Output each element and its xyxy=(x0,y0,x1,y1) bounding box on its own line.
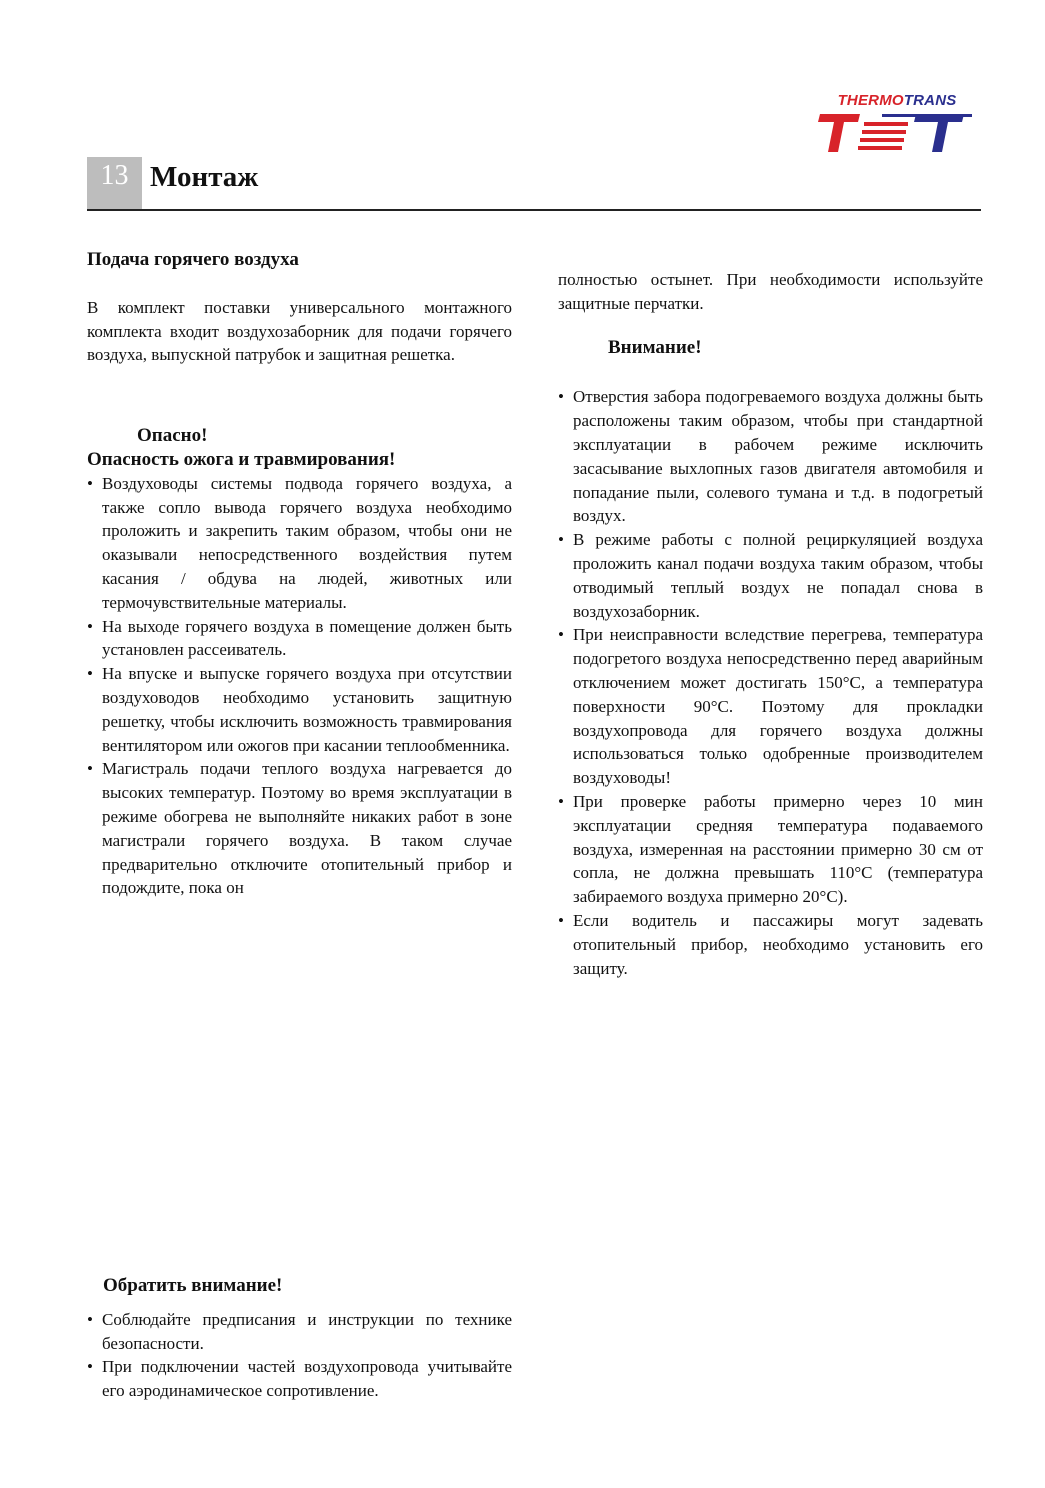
logo-thermo-text: THERMO xyxy=(837,92,904,109)
danger-list-item: • Воздуховоды системы подвода горячего воздуха, а также сопло вывода горячего воздуха необходимо проложить и закрепить таким образом, чтобы они не оказывали непосредственного воздействия путем касания / обдува на людей, животных или термочувствительные материалы. xyxy=(87,473,512,612)
attention-item-text: Отверстия забора подогреваемого воздуха должны быть расположены таким образом, чтобы при стандартной эксплуатации в рабочем режиме исключить засасывание выхлопных газов двигателя автомобиля и попадание пыли, солевого тумана и т.д. в подогретый воздух. xyxy=(573,387,983,526)
logo-tet-mark xyxy=(812,108,982,156)
attention-list-item: • Если водитель и пассажиры могут задевать отопительный прибор, необходимо установить его защиту. xyxy=(558,910,983,978)
chapter-divider xyxy=(87,209,981,211)
continuation-text: полностью остынет. При необходимости используйте защитные перчатки. xyxy=(558,270,983,313)
note-list-item: • При подключении частей воздухопровода учитывайте его аэродинамическое сопротивление. xyxy=(87,1357,512,1401)
left-column xyxy=(87,248,512,900)
attention-item-text: При проверке работы примерно через 10 мин эксплуатации средняя температура подаваемого воздуха, измеренная на расстоянии примерно 30 см от сопла, не должна превышать 110°C (температура забираемого воздуха примерно 20°C). xyxy=(573,791,983,907)
danger-item-text: На выходе горячего воздуха в помещение должен быть установлен рассеиватель. xyxy=(102,616,512,660)
note-section xyxy=(87,1274,512,1403)
note-item-text: Соблюдайте предписания и инструкции по технике безопасности. xyxy=(102,1309,512,1353)
attention-list-item: • При неисправности вследствие перегрева, температура подогретого воздуха непосредственно перед аварийным отключением может достигать 150°C, а температура поверхности 90°C. Поэтому для прокладки воздухопровода для горячего воздуха должны использоваться только одобренные производителем воздуховоды! xyxy=(558,625,983,788)
note-list-item: • Соблюдайте предписания и инструкции по технике безопасности. xyxy=(87,1309,512,1353)
danger-item-text: Воздуховоды системы подвода горячего воздуха, а также сопло вывода горячего воздуха необходимо проложить и закрепить таким образом, чтобы они не оказывали непосредственного воздействия путем касания / обдува на людей, животных или термочувствительные материалы. xyxy=(102,473,512,612)
danger-list-item: • На впуске и выпуске горячего воздуха при отсутствии воздуховодов необходимо установить защитную решетку, чтобы исключить возможность травмирования вентилятором или ожогов при касании теплообменника. xyxy=(87,664,512,755)
right-column xyxy=(558,268,983,980)
danger-subheading: Опасность ожога и травмирования! xyxy=(87,448,396,470)
hot-air-supply-heading: Подача горячего воздуха xyxy=(87,249,299,270)
note-item-text: При подключении частей воздухопровода учитывайте его аэродинамическое сопротивление. xyxy=(102,1357,512,1401)
thermotrans-logo xyxy=(812,92,982,156)
attention-item-text: При неисправности вследствие перегрева, температура подогретого воздуха непосредственно перед аварийным отключением может достигать 150°C, а температура поверхности 90°C. Поэтому для прокладки воздухопровода для горячего воздуха должны использоваться только одобренные производителем воздуховоды! xyxy=(573,625,983,788)
hot-air-supply-text: В комплект поставки универсального монтажного комплекта входит воздухозаборник для подачи горячего воздуха, выпускной патрубок и защитная решетка. xyxy=(87,297,512,365)
danger-item-text: Магистраль подачи теплого воздуха нагревается до высоких температур. Поэтому во время эксплуатации в режиме обогрева не выполняйте никаких работ в зоне магистрали горячего воздуха. В таком случае предварительно отключите отопительный прибор и подождите, пока он xyxy=(102,759,512,898)
logo-trans-text: TRANS xyxy=(903,92,957,109)
danger-heading: Опасно! xyxy=(137,425,208,447)
attention-item-text: В режиме работы с полной рециркуляцией воздуха проложить канал подачи воздуха таким образом, чтобы отводимый теплый воздух не попадал снова в воздухозаборник. xyxy=(573,530,983,621)
attention-heading: Внимание! xyxy=(608,336,702,358)
logo-wordmark xyxy=(812,92,982,109)
danger-list-item: • Магистраль подачи теплого воздуха нагревается до высоких температур. Поэтому во время эксплуатации в режиме обогрева не выполняйте никаких работ в зоне магистрали горячего воздуха. В таком случае предварительно отключите отопительный прибор и подождите, пока он xyxy=(87,759,512,898)
chapter-title: Монтаж xyxy=(150,161,259,193)
attention-item-text: Если водитель и пассажиры могут задевать отопительный прибор, необходимо установить его защиту. xyxy=(573,910,983,978)
chapter-number: 13 xyxy=(87,157,142,209)
attention-list-item: • При проверке работы примерно через 10 мин эксплуатации средняя температура подаваемого воздуха, измеренная на расстоянии примерно 30 см от сопла, не должна превышать 110°C (температура забираемого воздуха примерно 20°C). xyxy=(558,791,983,907)
danger-item-text: На впуске и выпуске горячего воздуха при отсутствии воздуховодов необходимо установить защитную решетку, чтобы исключить возможность травмирования вентилятором или ожогов при касании теплообменника. xyxy=(102,664,512,755)
danger-list-item: • На выходе горячего воздуха в помещение должен быть установлен рассеиватель. xyxy=(87,616,512,660)
attention-list-item: • Отверстия забора подогреваемого воздуха должны быть расположены таким образом, чтобы при стандартной эксплуатации в рабочем режиме исключить засасывание выхлопных газов двигателя автомобиля и попадание пыли, солевого тумана и т.д. в подогретый воздух. xyxy=(558,387,983,526)
attention-list-item: • В режиме работы с полной рециркуляцией воздуха проложить канал подачи воздуха таким образом, чтобы отводимый теплый воздух не попадал снова в воздухозаборник. xyxy=(558,530,983,621)
note-heading: Обратить внимание! xyxy=(103,1275,283,1296)
